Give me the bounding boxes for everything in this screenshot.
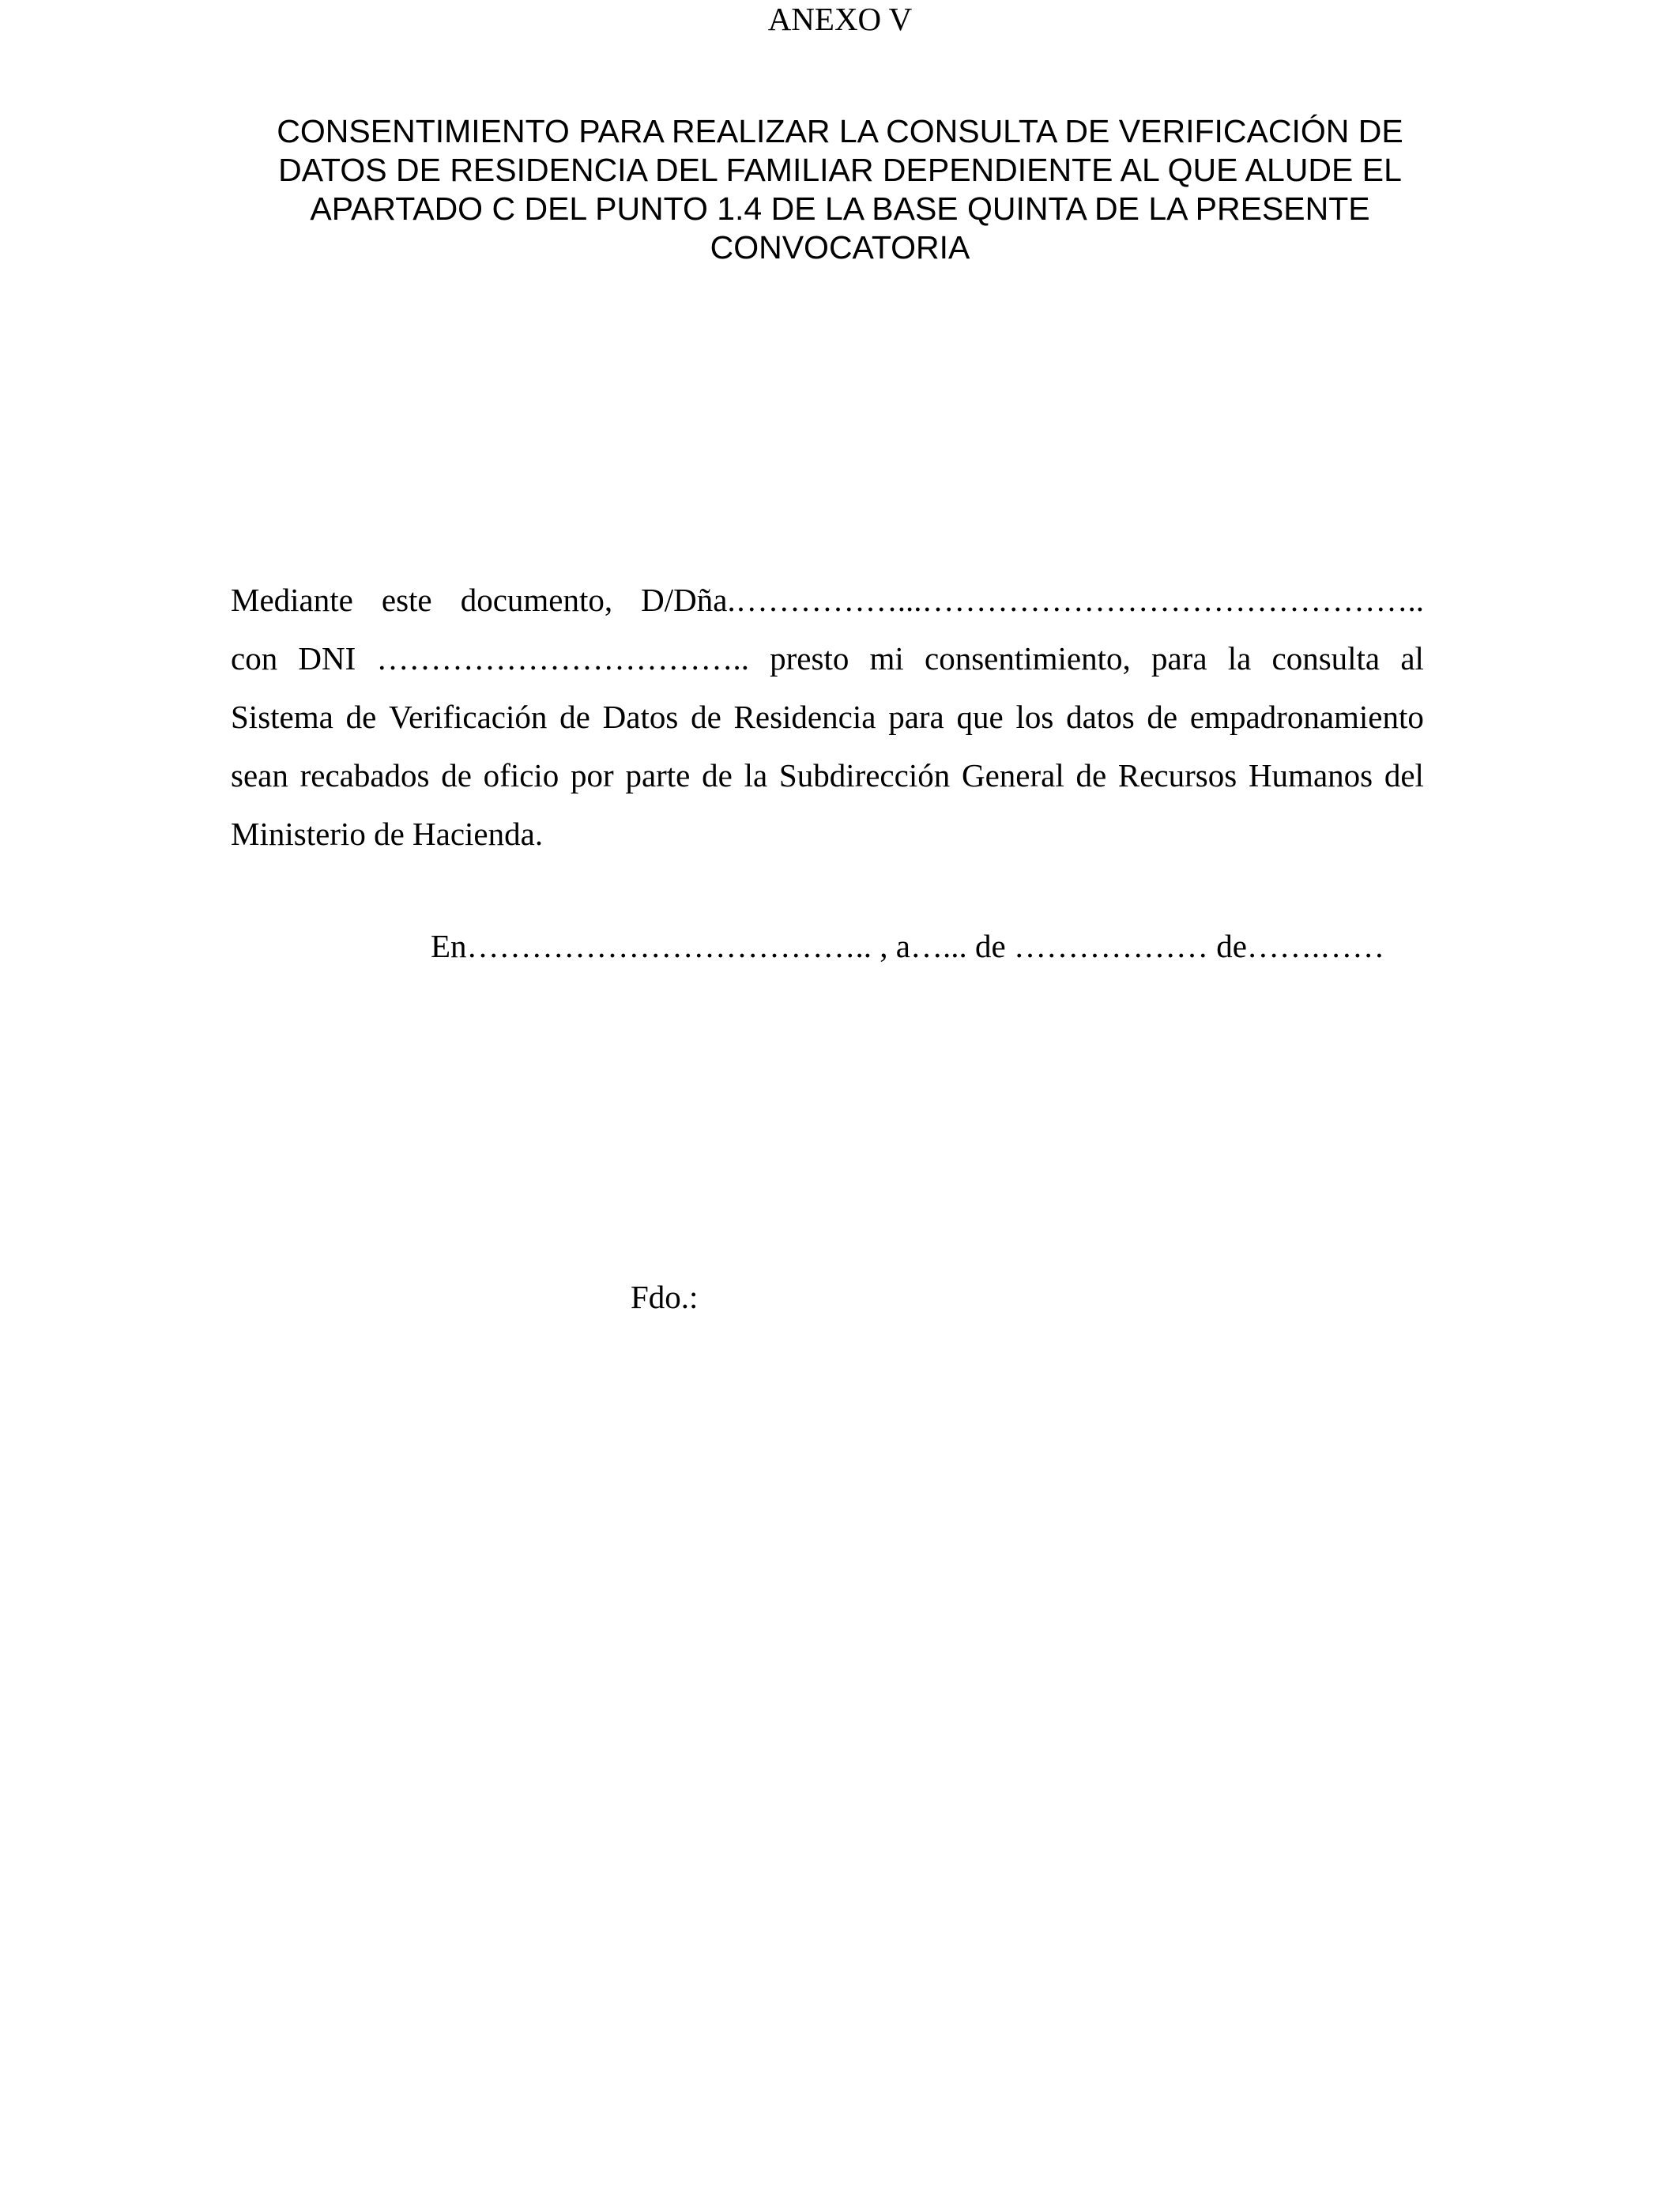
paragraph-word: de	[1147, 699, 1178, 735]
paragraph-word: sean	[231, 757, 288, 794]
paragraph-word: Recursos	[1117, 757, 1237, 794]
paragraph-word: la	[744, 757, 768, 794]
paragraph-word: D/Dña.……………...………………………………………..	[641, 582, 1424, 618]
paragraph-line	[231, 688, 1424, 746]
paragraph-word: Sistema	[231, 699, 333, 735]
title-line: DATOS DE RESIDENCIA DEL FAMILIAR DEPENDIENTE AL QUE ALUDE EL	[278, 152, 1402, 188]
place-date-line: En……………………………….. , a…... de ……………… de…….……	[431, 928, 1385, 964]
paragraph-word: del	[1384, 757, 1424, 794]
paragraph-line	[231, 805, 1424, 863]
consent-paragraph	[231, 571, 1424, 863]
paragraph-word: este	[381, 582, 432, 618]
paragraph-word: de	[1075, 757, 1107, 794]
paragraph-word: que	[956, 699, 1004, 735]
paragraph-word: Subdirección	[778, 757, 951, 794]
paragraph-word: de	[559, 699, 590, 735]
paragraph-word: Datos	[602, 699, 679, 735]
paragraph-word: de	[702, 757, 733, 794]
paragraph-word: DNI	[298, 640, 356, 677]
paragraph-word: de	[345, 699, 377, 735]
paragraph-word: consulta	[1271, 640, 1381, 677]
paragraph-line	[231, 571, 1424, 629]
paragraph-line	[231, 746, 1424, 805]
paragraph-word: General	[961, 757, 1064, 794]
title-line: CONSENTIMIENTO PARA REALIZAR LA CONSULTA DE VERIFICACIÓN DE	[277, 113, 1403, 149]
paragraph-word: mi	[869, 640, 904, 677]
paragraph-word: datos	[1066, 699, 1135, 735]
paragraph-word: de	[691, 699, 721, 735]
paragraph-word: para	[1151, 640, 1207, 677]
paragraph-word: Humanos	[1248, 757, 1373, 794]
paragraph-word: recabados	[299, 757, 430, 794]
paragraph-word: ……………………………..	[376, 640, 749, 677]
paragraph-word: los	[1015, 699, 1054, 735]
document-title	[221, 112, 1459, 267]
annex-label: ANEXO V	[767, 1, 913, 37]
paragraph-word: Residencia	[733, 699, 876, 735]
paragraph-word: Mediante	[231, 582, 353, 618]
paragraph-word: presto	[770, 640, 849, 677]
paragraph-word: empadronamiento	[1189, 699, 1424, 735]
paragraph-word: de	[441, 757, 472, 794]
title-line: APARTADO C DEL PUNTO 1.4 DE LA BASE QUINTA DE LA PRESENTE	[310, 190, 1370, 227]
paragraph-word: parte	[625, 757, 691, 794]
paragraph-line	[231, 629, 1424, 688]
paragraph-word: Ministerio de Hacienda.	[231, 816, 544, 852]
paragraph-word: por	[571, 757, 614, 794]
title-line: CONVOCATORIA	[710, 229, 970, 266]
paragraph-word: documento,	[460, 582, 613, 618]
paragraph-word: Verificación	[389, 699, 548, 735]
paragraph-word: la	[1227, 640, 1252, 677]
paragraph-word: para	[888, 699, 944, 735]
paragraph-word: consentimiento,	[925, 640, 1131, 677]
paragraph-word: al	[1400, 640, 1424, 677]
paragraph-word: con	[231, 640, 278, 677]
paragraph-word: oficio	[483, 757, 559, 794]
signature-label: Fdo.:	[631, 1279, 699, 1315]
